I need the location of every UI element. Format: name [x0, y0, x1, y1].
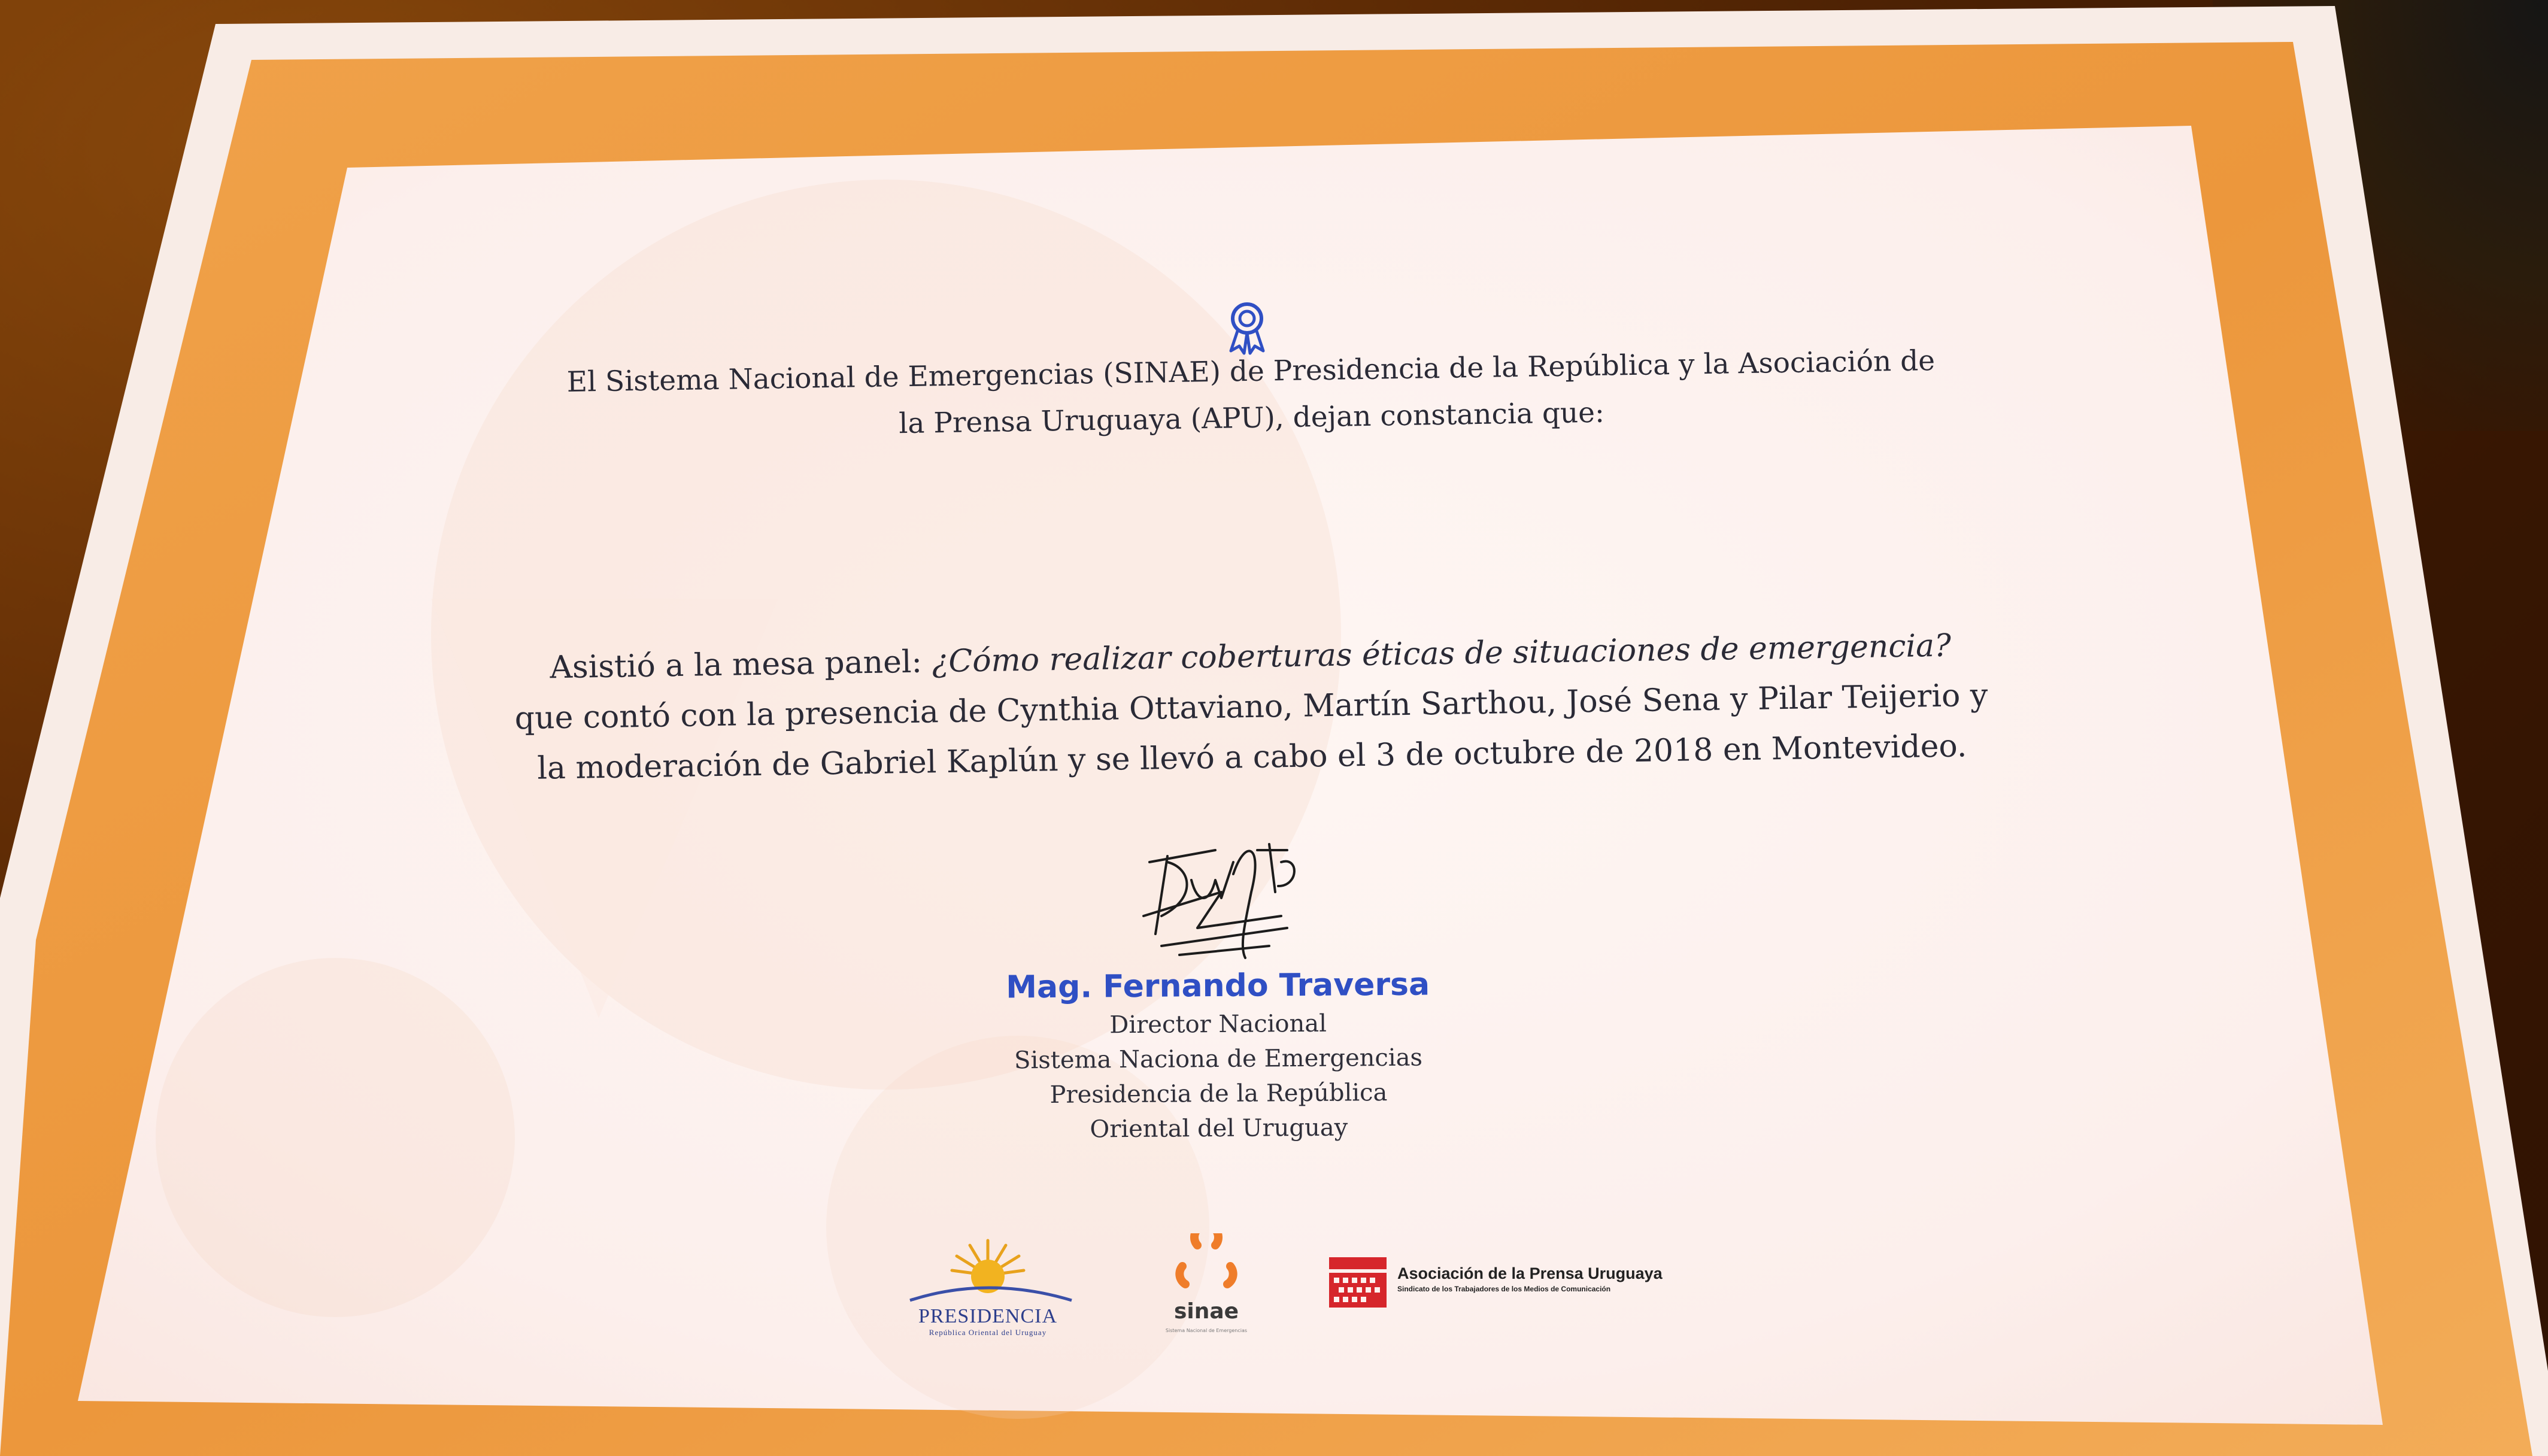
intro-line-2: la Prensa Uruguaya (APU), dejan constancia que:: [898, 396, 1605, 441]
signer-country: Oriental del Uruguay: [1090, 1114, 1348, 1143]
sinae-subtitle: Sistema Nacional de Emergencias: [1165, 1328, 1248, 1333]
signer-block: [897, 963, 1539, 1148]
body-prefix: Asistió a la mesa panel:: [549, 644, 932, 686]
presidencia-logo: [898, 1233, 1078, 1347]
apu-logo: [1328, 1252, 1711, 1312]
apu-wordmark: Asociación de la Prensa Uruguaya: [1397, 1264, 1663, 1282]
presidencia-wordmark: PRESIDENCIA: [918, 1305, 1058, 1327]
sinae-logo: [1161, 1233, 1251, 1347]
handwritten-signature: [1126, 826, 1305, 970]
panel-title: ¿Cómo realizar coberturas éticas de situaciones de emergencia?: [932, 627, 1952, 680]
apu-subtitle: Sindicato de los Trabajadores de los Medios de Comunicación: [1397, 1285, 1611, 1293]
intro-line-1: El Sistema Nacional de Emergencias (SINAE) de Presidencia de la República y la Asociación de: [566, 344, 1936, 399]
sinae-emblem-icon: [1161, 1233, 1251, 1299]
signer-title: Director Nacional: [1109, 1009, 1327, 1039]
sinae-wordmark: sinae: [1173, 1299, 1239, 1324]
body-line-2: que contó con la presencia de Cynthia Ottaviano, Martín Sarthou, José Sena y Pilar Teijerio y: [514, 677, 1988, 737]
presidencia-subtitle: República Oriental del Uruguay: [929, 1328, 1047, 1337]
signer-name: Mag. Fernando Traversa: [1006, 966, 1430, 1006]
body-line-3: la moderación de Gabriel Kaplún y se llevó a cabo el 3 de octubre de 2018 en Montevideo.: [536, 728, 1967, 787]
signer-organization: Sistema Naciona de Emergencias: [1014, 1044, 1423, 1075]
award-ribbon-icon: [1220, 298, 1274, 356]
sun-emblem-icon: [898, 1233, 1078, 1311]
certificate-body: [466, 619, 2037, 794]
apu-emblem-icon: [1328, 1252, 1388, 1312]
signer-institution: Presidencia de la República: [1049, 1079, 1388, 1109]
certificate-intro: [514, 337, 1988, 454]
